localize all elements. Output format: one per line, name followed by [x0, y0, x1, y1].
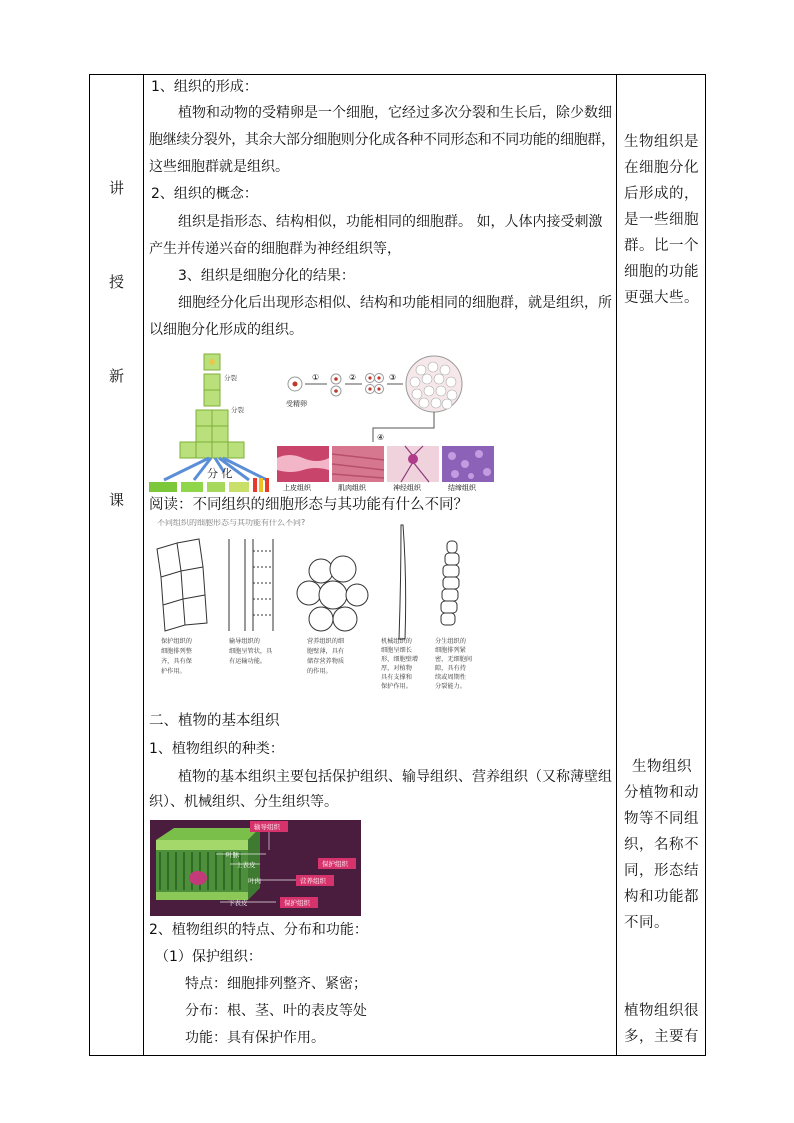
- protective-features: 特点：细胞排列整齐、紧密；: [185, 976, 367, 992]
- caption-meristem-4: 隙，具有持: [435, 665, 466, 672]
- section-1-line-1: 植物和动物的受精卵是一个细胞，它经过多次分裂和生长后，除少数细: [178, 105, 612, 121]
- tag-conducting: 输导组织: [254, 823, 280, 831]
- figure-leaf-section: [150, 820, 361, 916]
- note-2-line-6: 构和功能都: [624, 889, 699, 905]
- caption-meristem-1: 分生组织的: [435, 638, 466, 645]
- sketch-header: 不同组织的细胞形态与其功能有什么不同?: [157, 519, 306, 527]
- section-3-line-2: 以细胞分化形成的组织。: [149, 322, 303, 338]
- caption-meristem-5: 续或周期性: [435, 674, 466, 681]
- part-vein: 叶脉: [226, 851, 239, 859]
- caption-meristem-6: 分裂能力。: [435, 683, 466, 690]
- section-2-title: 2、组织的概念：: [151, 186, 258, 202]
- protective-distribution: 分布：根、茎、叶的表皮等处: [185, 1003, 367, 1019]
- caption-meristem-2: 细胞排列紧: [435, 647, 466, 654]
- note-1-line-6: 细胞的功能: [624, 264, 699, 280]
- part-mesophyll: 叶肉: [248, 877, 261, 885]
- part-lower-epidermis: 下表皮: [228, 899, 248, 907]
- figure-cell-differentiation: [149, 352, 494, 492]
- protective-sketch: [157, 539, 207, 631]
- section-plant-1-line-1: 植物的基本组织主要包括保护组织、输导组织、营养组织（又称薄壁组: [178, 769, 612, 785]
- caption-meristem-3: 密，无细胞间: [435, 656, 473, 663]
- caption-mechanical-2: 细胞呈细长: [381, 647, 412, 654]
- caption-conducting-2: 细胞呈管状，具: [229, 648, 273, 655]
- note-1-line-1: 生物组织是: [624, 134, 699, 150]
- right-column: [618, 75, 705, 1055]
- note-3-line-1: 植物组织很: [624, 1003, 699, 1019]
- note-1-line-4: 是一些细胞: [624, 212, 699, 228]
- caption-conducting-1: 输导组织的: [229, 638, 260, 645]
- caption-mechanical-3: 形，细胞壁增: [381, 656, 419, 663]
- mechanical-sketch: [399, 525, 406, 639]
- caption-nutritive-4: 的作用。: [307, 668, 332, 675]
- protective-function: 功能：具有保护作用。: [185, 1030, 325, 1046]
- section-3-title: 3、组织是细胞分化的结果：: [178, 268, 355, 284]
- part-upper-epidermis: 上表皮: [236, 861, 256, 869]
- caption-nutritive-1: 营养组织的细: [307, 638, 345, 645]
- note-2-line-5: 同，形态结: [624, 863, 699, 879]
- tissue-label-3: 神经组织: [393, 484, 421, 492]
- section-plant-2: 2、植物组织的特点、分布和功能：: [149, 922, 368, 938]
- section-1-line-3: 这些细胞群就是组织。: [149, 159, 289, 175]
- note-plant-tissues: [624, 998, 704, 1050]
- caption-protective-3: 齐，具有保: [161, 658, 192, 665]
- section-plant-1-line-2: 织）、机械组织、分生组织等。: [149, 794, 338, 810]
- left-char-1: 讲: [108, 179, 124, 197]
- note-2-line-2: 分植物和动: [624, 785, 699, 801]
- split-label-a: 分裂: [224, 374, 237, 382]
- left-char-3: 新: [108, 367, 124, 385]
- conducting-sketch: [229, 539, 273, 631]
- tissue-label-1: 上皮组织: [283, 484, 311, 492]
- animal-tissue-photos: [277, 446, 494, 492]
- note-1-line-3: 后形成的，: [624, 186, 699, 202]
- section-plant-1: 1、植物组织的种类：: [149, 741, 284, 757]
- note-3-line-2: 多，主要有: [624, 1029, 699, 1045]
- caption-mechanical-6: 保护作用。: [381, 683, 412, 690]
- main-column: [145, 75, 615, 1055]
- caption-nutritive-2: 胞壁薄，具有: [307, 648, 345, 655]
- caption-mechanical-5: 具有支撑和: [381, 674, 412, 681]
- nutritive-sketch: [297, 556, 368, 631]
- section-3-line-1: 细胞经分化后出现形态相似、结构和功能相同的细胞群，就是组织，所: [178, 295, 612, 311]
- left-char-4: 课: [108, 491, 124, 509]
- division-tree: [149, 354, 269, 492]
- column-divider-left: [143, 75, 144, 1055]
- note-1-line-7: 更强大些。: [624, 290, 699, 306]
- note-2-line-3: 物等不同组: [624, 811, 699, 827]
- note-tissue-formation: [624, 129, 704, 311]
- caption-protective-2: 细胞排列整: [161, 648, 192, 655]
- caption-protective-1: 保护组织的: [161, 638, 192, 645]
- step-3: ③: [389, 373, 397, 382]
- step-4: ④: [377, 433, 385, 442]
- tag-protective-lower: 保护组织: [284, 899, 310, 907]
- section-2-line-1: 组织是指形态、结构相似，功能相同的细胞群。 如，人体内接受刺激: [178, 214, 603, 230]
- tissue-label-4: 结缔组织: [448, 484, 476, 492]
- split-label-b: 分裂: [231, 406, 244, 414]
- note-2-line-1: 生物组织: [632, 759, 692, 775]
- section-2-line-2: 产生并传递兴奋的细胞群为神经组织等，: [149, 241, 401, 257]
- caption-mechanical-4: 厚，对植物: [381, 665, 412, 672]
- tag-nutritive: 营养组织: [300, 877, 326, 885]
- step-1: ①: [312, 373, 320, 382]
- step-2: ②: [349, 373, 357, 382]
- caption-protective-4: 护作用。: [161, 668, 186, 675]
- reading-question: 阅读：不同组织的细胞形态与其功能有什么不同？: [149, 497, 468, 513]
- meristem-sketch: [441, 541, 459, 625]
- note-2-line-7: 不同。: [624, 915, 669, 931]
- caption-conducting-3: 有运输功能。: [229, 658, 267, 665]
- note-1-line-5: 群。比一个: [624, 238, 699, 254]
- zygote-sequence: [286, 356, 462, 442]
- lesson-table: [89, 74, 706, 1056]
- caption-nutritive-3: 储存营养物质: [307, 658, 345, 665]
- note-tissue-types: [624, 754, 704, 936]
- tissue-label-2: 肌肉组织: [338, 484, 366, 492]
- note-1-line-2: 在细胞分化: [624, 160, 699, 176]
- egg-label: 受精卵: [286, 400, 307, 408]
- note-2-line-4: 织，名称不: [624, 837, 699, 853]
- left-char-2: 授: [108, 273, 124, 291]
- section-1-line-2: 胞继续分裂外，其余大部分细胞则分化成各种不同形态和不同功能的细胞群，: [149, 132, 615, 148]
- figure-plant-tissue-sketches: [149, 519, 484, 701]
- differentiation-label: 分 化: [207, 467, 233, 480]
- column-divider-right: [616, 75, 617, 1055]
- section-1-title: 1、组织的形成：: [151, 79, 258, 95]
- left-column: [90, 75, 143, 1055]
- section-plant-title: 二、植物的基本组织: [149, 713, 280, 729]
- caption-mechanical-1: 机械组织的: [381, 638, 412, 645]
- tag-protective-upper: 保护组织: [322, 860, 348, 868]
- protective-subtitle: （1）保护组织：: [155, 949, 262, 965]
